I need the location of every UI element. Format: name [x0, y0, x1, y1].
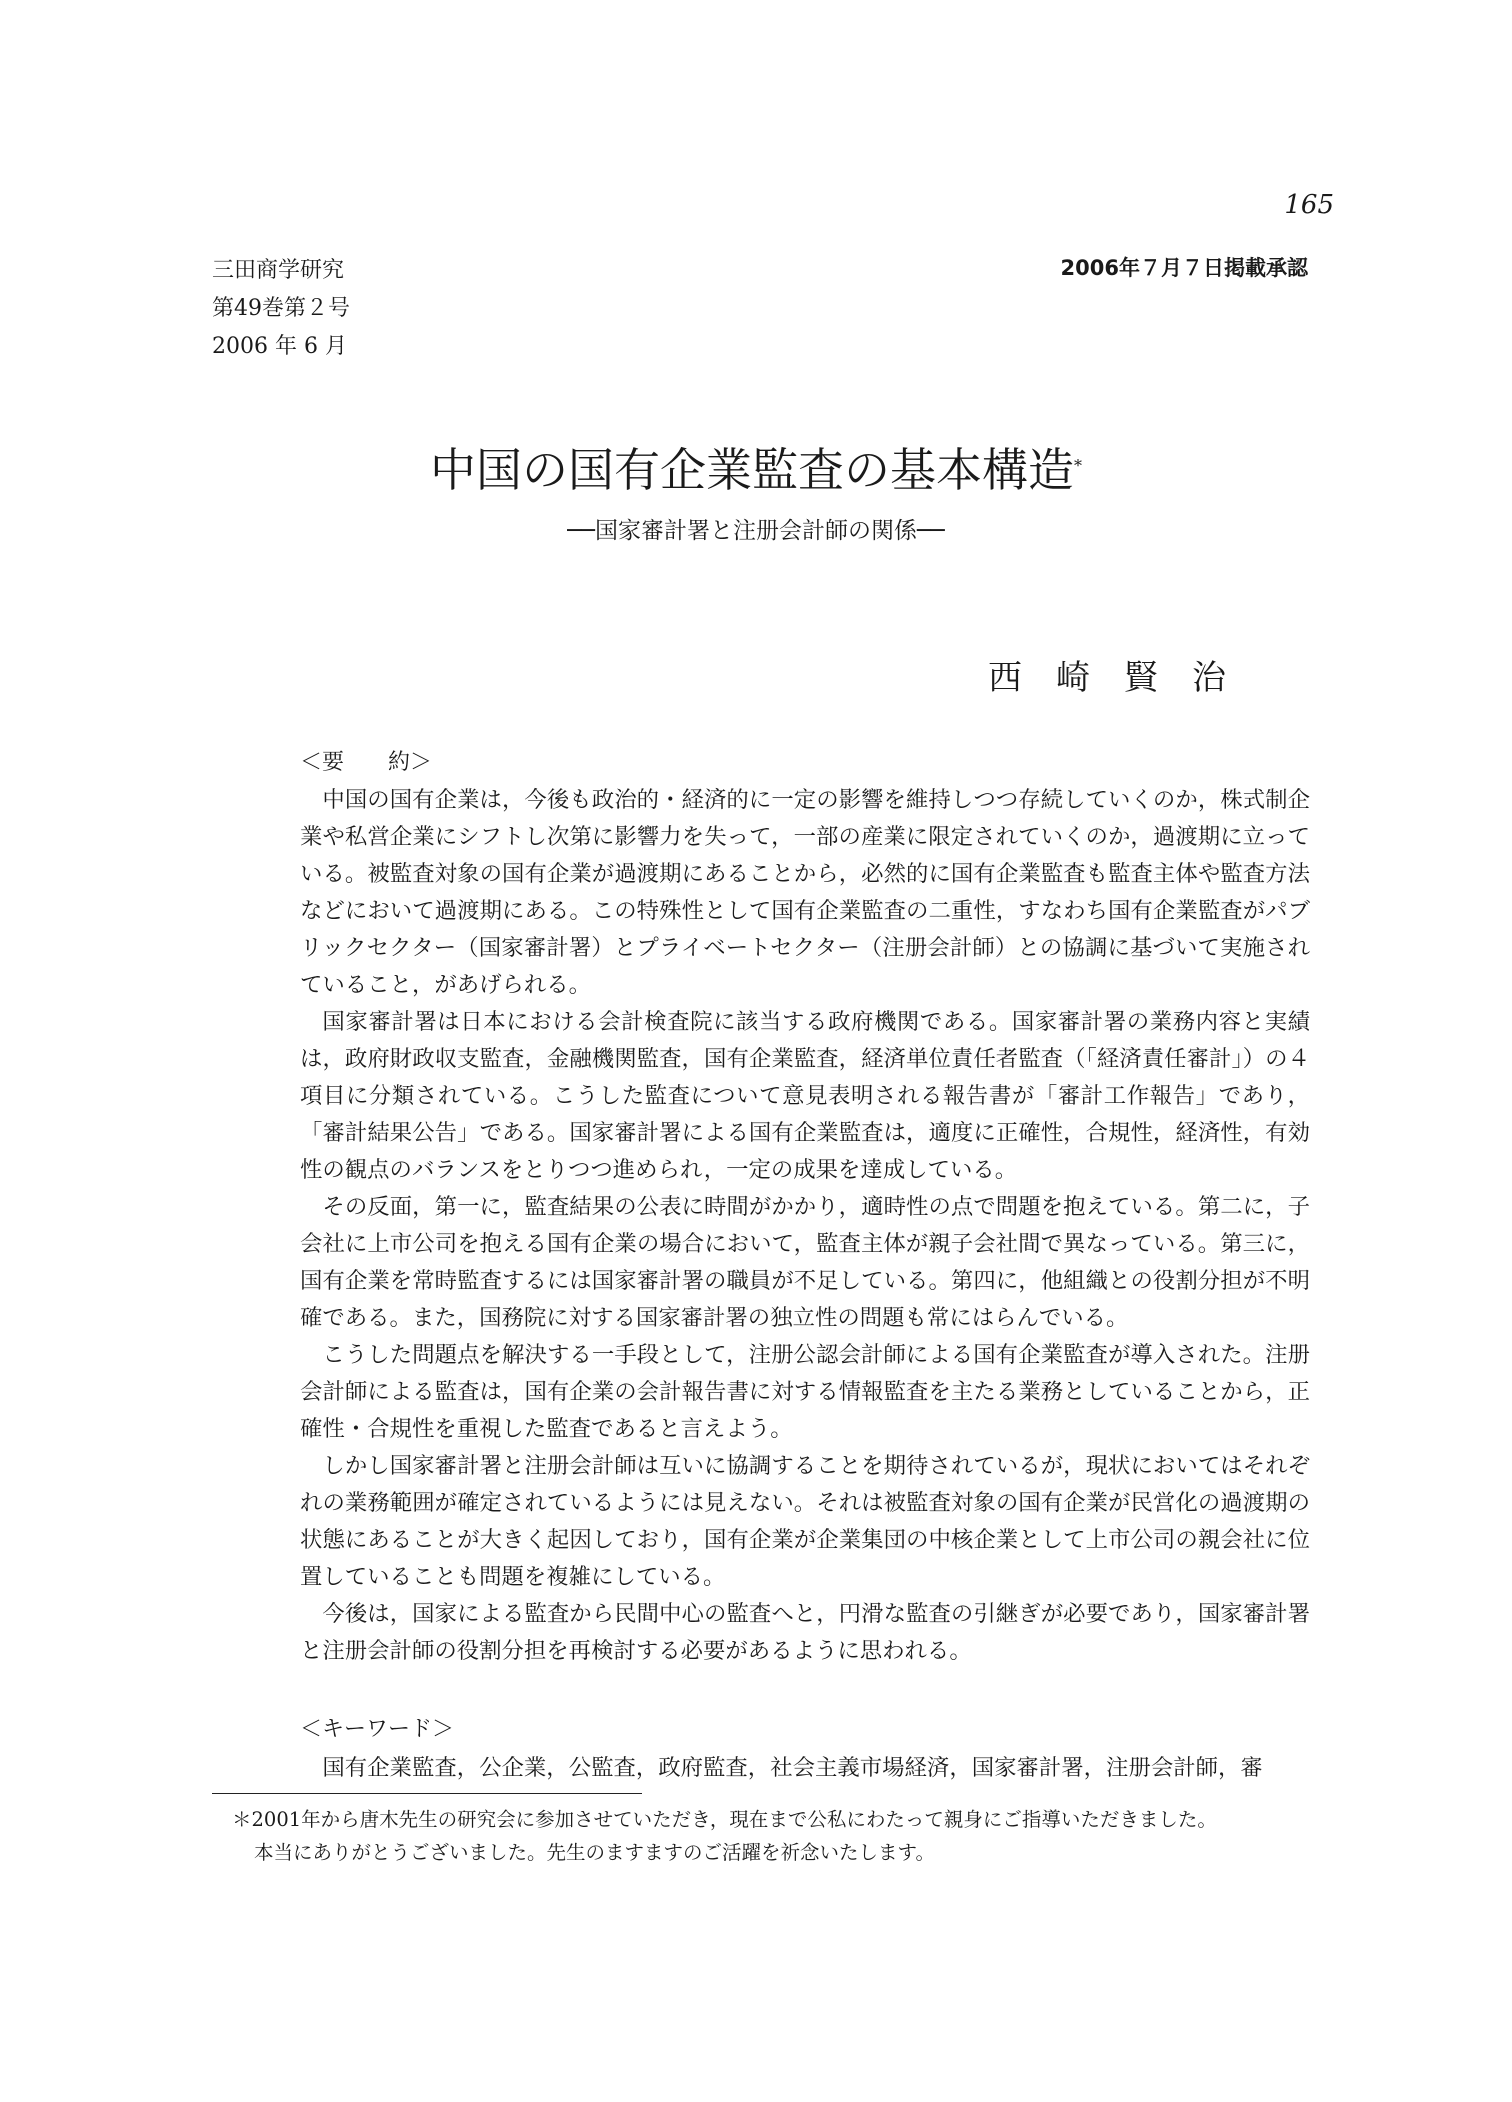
- abstract-paragraph: こうした問題点を解決する一手段として，注册公認会計師による国有企業監査が導入された。注册会計師による監査は，国有企業の会計報告書に対する情報監査を主たる業務としていることから，正確性・合規性を重視した監査であると言えよう。: [300, 1342, 1310, 1442]
- journal-name: 三田商学研究: [212, 258, 345, 283]
- abstract-paragraph: 中国の国有企業は，今後も政治的・経済的に一定の影響を維持しつつ存続していくのか，株式制企業や私営企業にシフトし次第に影響力を失って，一部の産業に限定されていくのか，過渡期に立っている。被監査対象の国有企業が過渡期にあることから，必然的に国有企業監査も監査主体や監査方法などにおいて過渡期にある。この特殊性として国有企業監査の二重性，すなわち国有企業監査がパブリックセクター（国家審計署）とプライベートセクター（注册会計師）との協調に基づいて実施されていること，があげられる。: [300, 787, 1310, 998]
- footnote-line: ＊2001年から唐木先生の研究会に参加させていただき，現在まで公私にわたって親身にご指導いただきました。: [232, 1808, 1217, 1831]
- abstract-body: [300, 782, 1310, 1670]
- author-name: 西崎賢治: [988, 658, 1260, 698]
- footnote-line: 本当にありがとうございました。先生のますますのご活躍を祈念いたします。: [254, 1841, 935, 1864]
- abstract-paragraph: その反面，第一に，監査結果の公表に時間がかかり，適時性の点で問題を抱えている。第二に，子会社に上市公司を抱える国有企業の場合において，監査主体が親子会社間で異なっている。第三に，国有企業を常時監査するには国家審計署の職員が不足している。第四に，他組織との役割分担が不明確である。また，国務院に対する国家審計署の独立性の問題も常にはらんでいる。: [300, 1194, 1310, 1331]
- footnote: [232, 1803, 1322, 1869]
- abstract-heading: ＜要 約＞: [300, 750, 433, 775]
- page-number: 165: [1284, 190, 1334, 220]
- abstract-paragraph: 今後は，国家による監査から民間中心の監査へと，円滑な監査の引継ぎが必要であり，国家審計署と注册会計師の役割分担を再検討する必要があるように思われる。: [300, 1601, 1310, 1664]
- article-title: [200, 440, 1312, 500]
- abstract-paragraph: 国家審計署は日本における会計検査院に該当する政府機関である。国家審計署の業務内容と実績は，政府財政収支監査，金融機関監査，国有企業監査，経済単位責任者監査（「経済責任審計」）の４項目に分類されている。こうした監査について意見表明される報告書が「審計工作報告」であり，「審計結果公告」である。国家審計署による国有企業監査は，適度に正確性，合規性，経済性，有効性の観点のバランスをとりつつ進められ，一定の成果を達成している。: [300, 1009, 1310, 1183]
- abstract-paragraph: しかし国家審計署と注册会計師は互いに協調することを期待されているが，現状においてはそれぞれの業務範囲が確定されているようには見えない。それは被監査対象の国有企業が民営化の過渡期の状態にあることが大きく起因しており，国有企業が企業集団の中核企業として上市公司の親会社に位置していることも問題を複雑にしている。: [300, 1453, 1310, 1590]
- approval-date: 2006年７月７日掲載承認: [1060, 256, 1308, 280]
- footnote-rule: [212, 1793, 642, 1794]
- title-text: 中国の国有企業監査の基本構造: [430, 443, 1074, 497]
- keywords-list: 国有企業監査，公企業，公監査，政府監査，社会主義市場経済，国家審計署，注册会計師，審: [322, 1755, 1263, 1781]
- article-subtitle: ──国家審計署と注册会計師の関係──: [567, 518, 945, 544]
- volume-issue: 第49巻第２号: [212, 296, 350, 321]
- keywords-heading: ＜キーワード＞: [300, 1717, 455, 1742]
- title-footnote-mark: *: [1074, 456, 1082, 475]
- publication-date: 2006 年 6 月: [212, 334, 347, 359]
- journal-info: [212, 252, 350, 366]
